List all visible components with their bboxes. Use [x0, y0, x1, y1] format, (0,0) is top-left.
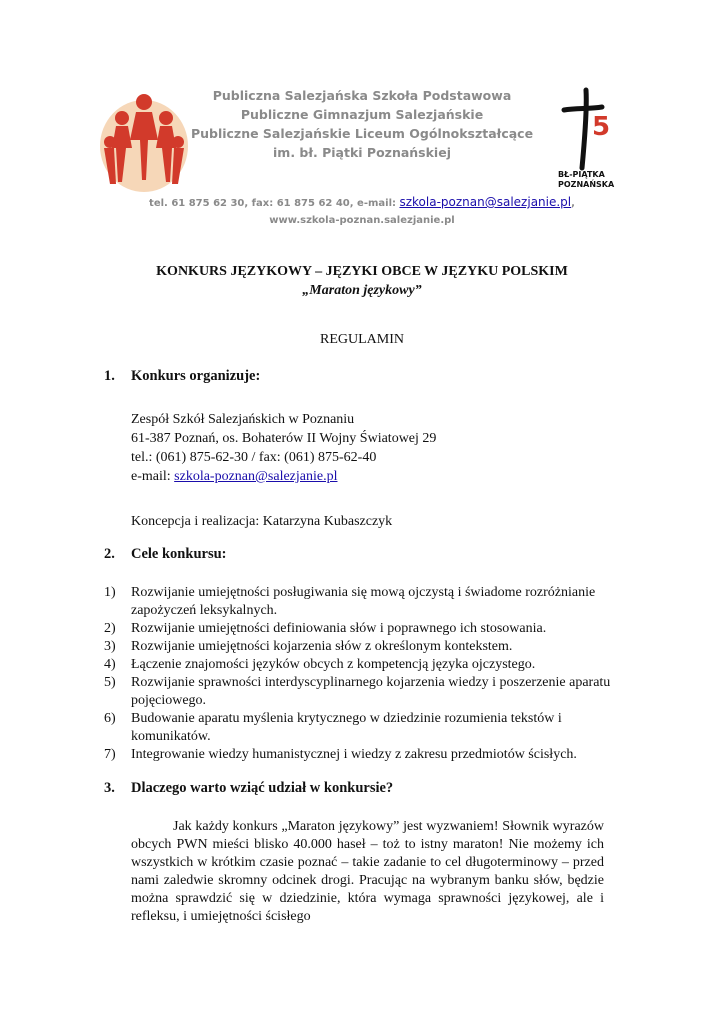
logo-number: 5 [592, 112, 611, 142]
section-2-title: Cele konkursu: [131, 546, 227, 562]
section-3-paragraph: Jak każdy konkurs „Maraton językowy” jest wyzwaniem! Słownik wyrazów obcych PWN mieści blisko 40.000 haseł – toż to istny maraton! Nie możemy ich wszystkich w krótkim czasie poznać – takie zadanie to cel długoterminowy – przed nami zaledwie skromny odcinek drogi. Pracując na wybranym banku słów, będzie można sprawdzić się w dziedzinie, która wymaga sprawności językowej, ale i refleksu, i umiejętności ścisłego [131, 819, 604, 924]
logo-text-line-2: POZNAŃSKA [558, 180, 615, 189]
organizer-email-link[interactable]: szkola-poznan@salezjanie.pl [174, 469, 338, 484]
section-1-title: Konkurs organizuje: [131, 368, 261, 384]
school-logo-left [96, 88, 192, 196]
goal-number: 4) [104, 657, 116, 672]
goal-number: 6) [104, 711, 116, 726]
goal-text: Rozwijanie umiejętności definiowania słów i poprawnego ich stosowania. [131, 621, 547, 636]
contest-title [0, 262, 724, 300]
goal-number: 1) [104, 585, 116, 600]
blessed-five-logo [556, 86, 624, 196]
section-3-title: Dlaczego warto wziąć udział w konkursie? [131, 780, 394, 796]
goal-number: 7) [104, 747, 116, 762]
contact-phone-fax: tel. 61 875 62 30, fax: 61 875 62 40, e-mail: [149, 198, 400, 209]
goal-text: Integrowanie wiedzy humanistycznej i wiedzy z zakresu przedmiotów ścisłych. [131, 747, 577, 762]
school-name-2: Publiczne Gimnazjum Salezjańskie [240, 107, 484, 122]
logo-text-line-1: BŁ-PIĄTKA [558, 170, 605, 179]
organizer-email-label: e-mail: [131, 469, 175, 484]
section-1-number: 1. [104, 368, 115, 384]
contact-info [120, 194, 604, 229]
organizer-phone: tel.: (061) 875-62-30 / fax: (061) 875-62-40 [131, 450, 377, 465]
goal-text: Rozwijanie umiejętności kojarzenia słów z określonym kontekstem. [131, 639, 513, 654]
organizer-address: 61-387 Poznań, os. Bohaterów II Wojny Światowej 29 [131, 431, 437, 446]
goal-text: Łączenie znajomości języków obcych z kompetencją języka ojczystego. [131, 657, 536, 672]
section-2-number: 2. [104, 546, 115, 562]
school-name-3: Publiczne Salezjańskie Liceum Ogólnokształcące [190, 126, 534, 141]
school-name-1: Publiczna Salezjańska Szkoła Podstawowa [212, 88, 512, 103]
section-3-heading [104, 780, 393, 797]
goal-number: 5) [104, 675, 116, 690]
goal-text: Rozwijanie umiejętności posługiwania się mową ojczystą i świadome rozróżnianie zapożyczeń leksykalnych. [131, 585, 596, 618]
school-name-4: im. bł. Piątki Poznańskiej [273, 145, 451, 160]
school-names [190, 86, 534, 162]
goal-item [104, 674, 644, 710]
website-text: www.szkola-poznan.salezjanie.pl [269, 215, 455, 226]
goal-number: 3) [104, 639, 116, 654]
contact-comma: , [571, 198, 575, 209]
goal-text: Rozwijanie sprawności interdyscyplinarnego kojarzenia wiedzy i poszerzenie aparatu pojęciowego. [131, 675, 611, 708]
goal-item [104, 620, 644, 638]
concept-author: Koncepcja i realizacja: Katarzyna Kubaszczyk [131, 514, 393, 529]
regulamin-heading: REGULAMIN [320, 332, 404, 347]
goal-number: 2) [104, 621, 116, 636]
goal-item [104, 656, 644, 674]
organizer-name: Zespół Szkół Salezjańskich w Poznaniu [131, 412, 355, 427]
goal-item [104, 746, 644, 764]
contest-subtitle: „Maraton językowy” [302, 283, 422, 298]
contest-title-main: KONKURS JĘZYKOWY – JĘZYKI OBCE W JĘZYKU POLSKIM [156, 264, 568, 279]
section-3-number: 3. [104, 780, 115, 796]
goal-text: Budowanie aparatu myślenia krytycznego w dziedzinie rozumienia tekstów i komunikatów. [131, 711, 562, 744]
goal-item [104, 638, 644, 656]
section-1-heading [104, 368, 260, 385]
section-2-heading [104, 546, 226, 563]
cross-icon [556, 86, 624, 172]
organizer-block [131, 410, 436, 486]
goal-item [104, 710, 644, 746]
goal-item [104, 584, 644, 620]
contact-email-link[interactable]: szkola-poznan@salezjanie.pl [399, 195, 572, 209]
